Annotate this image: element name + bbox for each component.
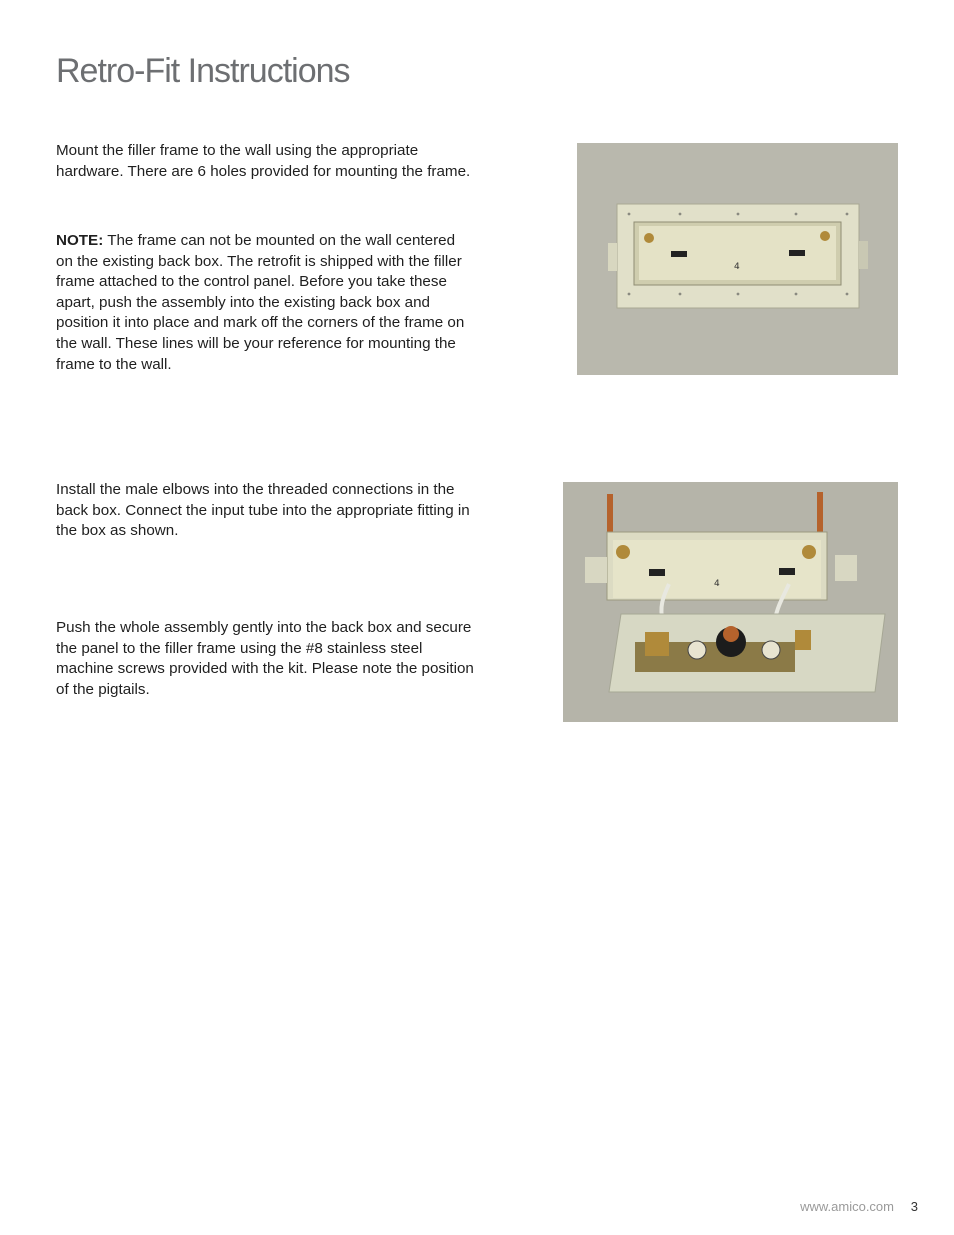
svg-text:4: 4: [734, 262, 740, 272]
mount-text: Mount the filler frame to the wall using the appropriate hardware. There are 6 holes provided for mounting the frame.: [56, 142, 471, 180]
filler-frame-photo: [577, 143, 898, 375]
assembly-photo: [563, 482, 898, 722]
note-label: NOTE:: [56, 232, 104, 249]
elbows-text: Install the male elbows into the threaded connections in the back box. Connect the input tube into the appropriate fitting in the box as shown.: [56, 481, 470, 540]
filler-frame-illustration: [577, 143, 898, 375]
note-paragraph: [56, 231, 474, 375]
elbows-instructions: [56, 480, 474, 542]
push-instructions: [56, 618, 474, 700]
push-text: Push the whole assembly gently into the back box and secure the panel to the filler frame using the #8 stainless steel machine screws provided with the kit. Please note the position of the pigtails.: [56, 619, 474, 698]
footer-url[interactable]: www.amico.com: [800, 1199, 894, 1214]
mount-instructions: [56, 141, 474, 182]
assembly-illustration: [563, 482, 898, 722]
page-title: Retro-Fit Instructions: [56, 52, 350, 90]
svg-text:4: 4: [714, 579, 720, 589]
note-text: The frame can not be mounted on the wall centered on the existing back box. The retrofit is shipped with the filler frame attached to the control panel. Before you take these apart, push the assembly into the existing back box and position it into place and mark off the corners of the frame on the wall. These lines will be your reference for mounting the frame to the wall.: [56, 232, 465, 373]
page-number: 3: [910, 1199, 918, 1214]
